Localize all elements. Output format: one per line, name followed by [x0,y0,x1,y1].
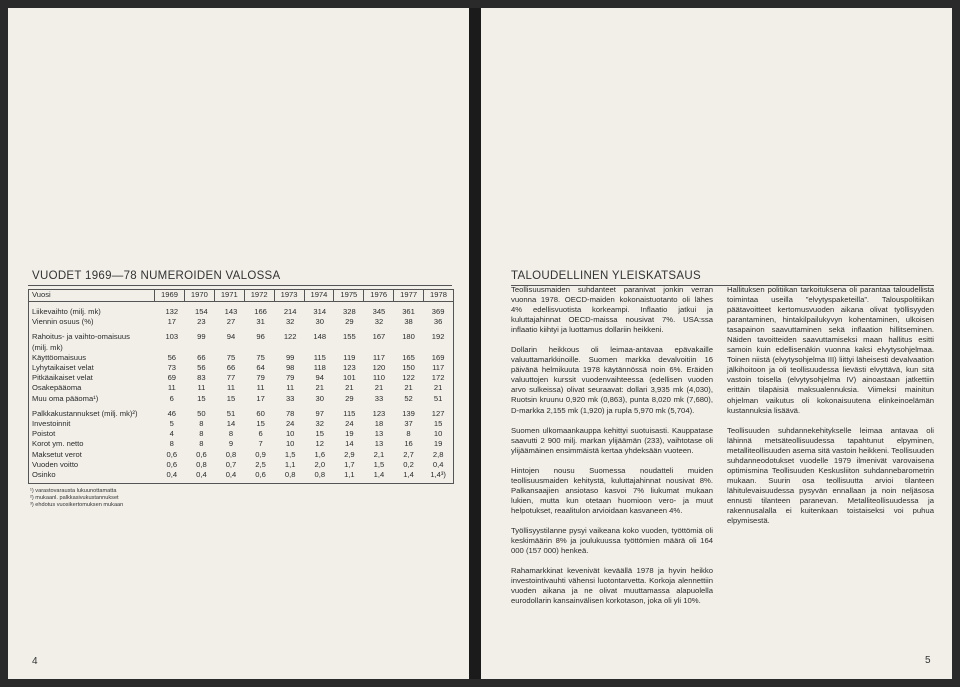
table-cell: 1,1 [284,459,296,469]
table-cell: 97 [315,408,324,418]
table-cell: 21 [315,383,324,393]
table-cell: 119 [343,352,356,362]
table-cell: 64 [256,363,265,373]
table-cell: 23 [197,317,206,327]
table-cell: 8 [406,429,411,439]
table-cell: 69 [167,373,177,383]
row-label: Palkkakustannukset (milj. mk)²) [32,408,138,418]
table-cell: 1,4 [373,470,385,480]
table-cell: 11 [227,383,235,393]
table-cell: 192 [431,332,445,342]
table-cell [305,343,335,353]
table-cell: 32 [374,317,384,327]
table-row [29,394,453,404]
right-page-number: 5 [925,655,931,666]
table-cell: 99 [285,352,295,362]
table-cell: 154 [195,307,208,316]
table-cell [157,343,187,353]
table-cell: 83 [197,373,206,383]
table-cell: 0,4 [432,459,444,469]
table-cell [394,343,424,353]
table-row [29,343,453,353]
table-cell: 169 [431,352,445,362]
table-cell: 33 [285,393,295,403]
table-cell: 21 [345,383,354,393]
left-title-rule [28,285,452,286]
table-cell: 5 [169,419,174,429]
table-cell: 122 [402,373,415,383]
table-cell: 1,4 [403,470,414,480]
table-cell: 2,0 [314,459,326,469]
table-cell: 345 [372,307,386,316]
table-cell: 17 [256,393,265,403]
table-cell: 13 [374,439,384,449]
table-cell: 115 [313,352,326,362]
table-row [29,470,453,480]
table-cell: 0,9 [255,449,266,459]
table-cell: 79 [256,373,265,383]
table-cell: 369 [431,307,445,316]
book-gutter [469,8,481,679]
table-cell: 15 [197,393,206,403]
table-row [29,419,453,429]
right-page-title: TALOUDELLINEN YLEISKATSAUS [511,270,701,282]
table-cell: 99 [197,332,206,342]
row-label: Osinko [32,470,56,480]
table-cell: 127 [431,408,445,418]
year-header: 1970 [184,290,214,301]
table-cell: 167 [372,332,386,342]
table-cell: 361 [402,307,415,316]
table-cell [423,343,453,353]
table-cell: 52 [404,393,413,403]
table-cell: 21 [433,383,443,393]
table-cell: 132 [165,307,179,316]
table-cell: 19 [345,429,354,439]
row-label: Investoinnit [32,419,71,429]
table-cell: 15 [433,419,443,429]
table-cell: 50 [197,408,206,418]
table-row [29,429,453,439]
table-cell: 12 [315,439,324,449]
table-cell [275,343,305,353]
year-header: 1971 [214,290,244,301]
table-cell: 155 [343,332,356,342]
table-cell: 10 [433,429,443,439]
table-cell: 60 [256,408,265,418]
table-cell: 120 [372,363,386,373]
row-label: Muu oma pääoma¹) [32,393,99,403]
table-cell: 0,8 [196,459,207,469]
table-cell: 6 [169,393,174,403]
table-cell: 103 [165,332,179,342]
table-cell: 75 [226,352,236,362]
table-cell: 122 [283,332,297,342]
table-cell: 33 [374,393,384,403]
year-header: 1974 [304,290,334,301]
statistics-table [28,289,454,484]
table-cell: 10 [285,439,295,449]
table-cell [216,343,246,353]
table-row [29,383,453,393]
paragraph: Hallituksen politiikan tarkoituksena oli parantaa taloudellista toimintaa useilla ”elvytyspaketeilla”. Talouspolitiikan päätavoitteet kertomusvuoden aikana olivat työllisyyden parantaminen, hintakilpailukyvyn kohentaminen, ulkoisen tasapainon saavuttaminen sekä inflaation hillitseminen. Näiden tavoitteiden saavuttamiseksi maan hallitus esitti samoin kuin edellisenäkin vuonna kaksi elvytysohjelmaa. Toinen niistä (elvytysohjelma III) liittyi läheisesti devalvaation jälkihoitoon ja oli teollisuudessa lievästi elvyttävä, kun sitä vastoin toisella (elvytysohjelma IV) ainoastaan jatkettiin erittäin tilapäisiä maksualennuksia. Viimeksi mainitun ohjelman vaikutus oli kokonaisuutena elinkeinoelämän kustannuksia lisäävä. [727,285,934,415]
table-row [29,439,453,449]
table-row [29,373,453,383]
table-cell: 51 [433,393,443,403]
year-header: 1978 [423,290,453,301]
table-cell: 66 [226,363,236,373]
table-cell: 11 [197,383,206,393]
paragraph: Teollisuuden suhdannekehitykselle leimaa antavaa oli lähinnä metsäteollisuudessa tapahtunut elpyminen, metalliteollisuuden asema sitä vastoin heikkeni. Teollisuuden suhdanneodotukset vuodelle 1979 ilmenivät varovaisena optimismina Teollisuuden Keskusliiton suhdannebarometrin mukaan. Suurin osa teollisuutta arvioi tilanteen lähitulevaisuudessa pysyvän ennallaan ja noin neljäsosa ennusti tilanteen paranevan. Metalliteollisuudessa ja rakennusalalla ei kuitenkaan toistaiseksi voi puhua elpymisestä. [727,425,934,526]
table-cell: 79 [285,373,295,383]
table-cell: 75 [256,352,265,362]
table-cell: 24 [345,419,354,429]
paragraph: Dollarin heikkous oli leimaa-antavaa epävakaille valuuttamarkkinoille. Suomen markka devalvoitiin 16 päivänä helmikuuta 1978 käytännössä noin 6%. Eräiden valuuttojen kurssit vuodenvaihteessa (edellisen vuoden arvo sulkeissa) olivat seuraavat: dollari 3,935 mk (4,030), Ruotsin kruunu 0,920 mk (0,863), punta 8,020 mk (7,680), D-markka 2,155 mk (1,920) ja rupla 5,970 mk (5,704). [511,345,713,415]
table-cell: 78 [285,408,295,418]
table-row [29,450,453,460]
table-cell: 29 [345,393,354,403]
table-cell: 0,4 [225,470,237,480]
table-cell: 118 [313,363,326,373]
table-cell: 27 [226,317,236,327]
table-cell: 115 [343,408,356,418]
table-cell: 18 [374,419,384,429]
table-cell: 13 [374,429,384,439]
table-cell: 1,7 [344,459,355,469]
table-cell: 2,7 [403,449,414,459]
table-row [29,332,453,342]
table-cell: 6 [258,429,263,439]
table-cell: 4 [169,429,174,439]
table-cell: 2,5 [255,459,266,469]
table-cell: 0,2 [403,459,414,469]
table-cell: 96 [256,332,265,342]
table-cell: 17 [167,317,177,327]
table-cell: 37 [404,419,413,429]
year-header: 1975 [333,290,363,301]
table-row [29,363,453,373]
table-cell: 15 [315,429,324,439]
row-label: Liikevaihto (milj. mk) [32,307,101,316]
table-cell: 94 [226,332,236,342]
paragraph: Suomen ulkomaankauppa kehittyi suotuisasti. Kauppatase saavutti 2 900 milj. markan ylijäämän (233), vaihtotase oli ylijäämäinen ensimmäistä kertaa yhdeksään vuoteen. [511,425,713,455]
table-cell: 73 [167,363,177,373]
table-cell: 1,1 [344,470,355,480]
year-header: 1977 [393,290,423,301]
table-cell: 139 [402,408,415,418]
table-cell: 0,6 [166,449,178,459]
table-cell: 123 [372,408,386,418]
table-cell: 148 [313,332,327,342]
row-label: Lyhytaikaiset velat [32,363,94,373]
table-cell: 66 [197,352,206,362]
table-cell: 8 [228,429,234,439]
table-cell: 1,4³) [430,470,446,480]
row-label: Vuoden voitto [32,459,79,469]
table-row [29,353,453,363]
table-cell: 8 [199,419,204,429]
table-cell: 77 [226,373,236,383]
year-header: 1972 [244,290,274,301]
table-cell: 32 [315,419,324,429]
table-cell: 30 [315,393,324,403]
table-cell: 101 [343,373,356,383]
table-row [29,409,453,419]
table-cell: 2,8 [432,449,444,459]
table-cell: 0,8 [314,470,326,480]
row-label: Pitkäaikaiset velat [32,373,93,383]
table-cell: 56 [167,352,177,362]
table-cell: 21 [404,383,413,393]
table-cell: 30 [315,317,324,327]
table-row [29,307,453,317]
table-cell: 10 [285,429,295,439]
paragraph: Rahamarkkinat kevenivät keväällä 1978 ja hyvin heikko investointivauhti vähensi luotontarvetta. Korkoja alennettiin vuoden aikana ja ne olivat muuttamassa alapuolella eurodollarin kansainvälisen korkotason, joka oli yli 10%. [511,566,713,606]
table-cell: 0,6 [255,470,266,480]
table-cell [364,343,394,353]
left-page-title: VUODET 1969—78 NUMEROIDEN VALOSSA [32,270,281,282]
table-cell: 0,8 [284,470,296,480]
table-cell: 36 [433,317,443,327]
footnote: ²) mukaanl. palkkasivukustannukset [30,495,119,501]
table-cell: 0,6 [196,449,207,459]
table-cell: 110 [372,373,385,383]
year-header: 1969 [154,290,184,301]
table-cell: 19 [433,439,443,449]
row-label: Viennin osuus (%) [32,317,94,327]
table-cell: 172 [431,373,445,383]
table-cell: 11 [286,383,295,393]
table-cell: 9 [228,439,234,449]
paragraph: Työllisyystilanne pysyi vaikeana koko vuoden, työttömiä oli keskimäärin 8% ja joulukuussa työttömien määrä oli 164 000 (157 000) henkeä. [511,525,713,556]
table-cell: 14 [226,419,236,429]
text-column-left [511,285,713,616]
table-cell: 117 [372,352,385,362]
row-label: Osakepääoma [32,383,82,393]
row-label: Käyttöomaisuus [32,352,87,362]
table-cell: 94 [315,373,324,383]
table-cell: 180 [402,332,415,342]
table-cell: 29 [345,317,354,327]
table-cell: 314 [313,307,327,316]
row-label: Poistot [32,429,56,439]
table-cell: 56 [197,363,206,373]
table-cell: 214 [283,307,297,316]
table-cell: 8 [199,429,204,439]
table-cell: 0,8 [225,449,237,459]
footnote: ¹) varastovarausta lukuunottamatta [30,488,117,494]
row-label: Maksetut verot [32,449,82,459]
table-cell: 1,6 [314,449,326,459]
header-label: Vuosi [32,290,51,299]
table-cell: 14 [345,439,354,449]
table-cell [187,343,217,353]
table-cell: 1,5 [284,449,296,459]
table-cell: 143 [224,307,238,316]
table-cell: 1,5 [373,459,385,469]
table-cell: 98 [285,363,295,373]
table-cell: 328 [343,307,356,316]
row-label: Rahoitus- ja vaihto-omaisuus [32,332,130,342]
table-cell: 11 [167,383,176,393]
table-cell: 15 [226,393,236,403]
table-cell: 24 [285,419,295,429]
left-page-number: 4 [32,656,38,667]
table-cell: 38 [404,317,413,327]
paragraph: Hintojen nousu Suomessa noudatteli muiden teollisuusmaiden kehitystä, kuluttajahinnat nousivat 8%. Palkansaajien ansiotaso kasvoi 7% liukumat mukaan lukien, mutta kun otetaan huomioon vero- ja muut helpotukset, reaalitulon arvioidaan kasvaneen 4%. [511,465,713,515]
table-cell: 150 [402,363,415,373]
table-cell: 0,7 [225,459,237,469]
table-cell: 2,1 [373,449,385,459]
table-row [29,317,453,327]
table-cell: 123 [343,363,356,373]
footnote: ³) ehdotus vuosikertomuksen mukaan [30,502,124,508]
table-cell: 8 [199,439,204,449]
table-cell: 0,6 [166,459,178,469]
table-cell: 165 [402,352,415,362]
table-cell: 51 [226,408,236,418]
table-cell: 32 [285,317,295,327]
text-column-right [727,285,934,536]
table-header-row [29,290,453,302]
paragraph: Teollisuusmaiden suhdanteet paranivat jonkin verran vuonna 1978. OECD-maiden kokonaistuotanto oli lähes 4% edellisvuotista korkeampi. Inflaatio jatkui ja kuluttajahinnat OECD-maissa nousivat 7%. USA:ssa inflaatio kiihtyi ja luottamus dollariin heikkeni. [511,285,713,335]
table-cell [335,343,365,353]
table-cell: 0,4 [166,470,178,480]
table-cell: 15 [256,419,265,429]
year-header: 1973 [274,290,304,301]
table-cell: 46 [167,408,177,418]
table-cell: 16 [404,439,413,449]
table-cell: 8 [169,439,174,449]
table-cell: 31 [256,317,265,327]
table-cell: 117 [432,363,445,373]
table-row [29,460,453,470]
table-cell: 0,4 [196,470,207,480]
row-label: Korot ym. netto [32,439,84,449]
row-label: (milj. mk) [32,342,63,352]
table-cell: 166 [254,307,267,316]
table-cell: 2,9 [344,449,355,459]
table-cell: 7 [258,439,263,449]
year-header: 1976 [363,290,393,301]
table-cell [246,343,276,353]
table-cell: 21 [374,383,384,393]
table-cell: 11 [256,383,265,393]
